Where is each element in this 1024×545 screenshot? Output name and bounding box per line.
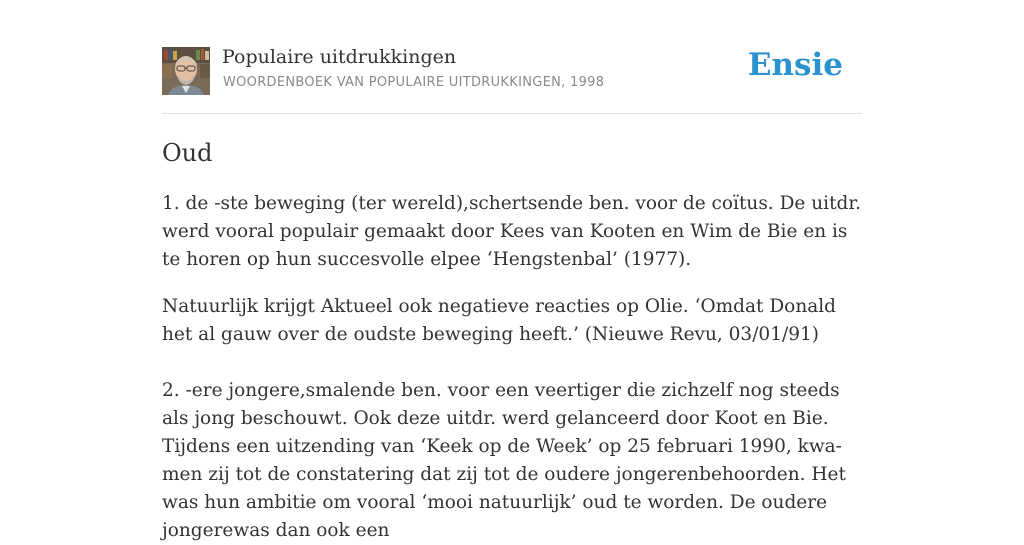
- paragraph-quote: Natuurlijk krijgt Aktueel ook negatieve reacties op Olie. ‘Omdat Donald het al gauw over de oudste beweging heeft.’ (Nieuwe Revu, 03/01/91): [162, 296, 837, 345]
- paragraph-definition-2: 2. -ere jongere,smalende ben. voor een veertiger die zichzelf nog steeds als jong beschouwt. Ook deze uitdr. werd gelanceerd door Koot en Bie. Tijdens een uitzending van ‘Keek op de Week’ op 25 februari 1990, kwa-men zij tot de constatering dat zij tot de oudere jongerenbehoorden. Het was hun ambitie om vooral ‘mooi natuurlijk’ oud te worden. De oudere jongerewas dan ook een: [162, 380, 846, 541]
- source-title[interactable]: Populaire uitdrukkingen: [222, 46, 457, 68]
- author-avatar: [162, 47, 210, 95]
- paragraph-definition-1: 1. de -ste beweging (ter wereld),schertsende ben. voor de coïtus. De uitdr. werd vooral populair gemaakt door Kees van Kooten en Wim de Bie en is te horen op hun succesvolle elpee ‘Hengstenbal’ (1977).: [162, 193, 862, 270]
- entry-title: Oud: [162, 139, 213, 167]
- entry-body: [162, 190, 862, 545]
- source-subtitle: WOORDENBOEK VAN POPULAIRE UITDRUKKINGEN, 1998: [223, 75, 605, 90]
- content-column: [162, 0, 862, 541]
- author-photo: [162, 47, 210, 95]
- ensie-logo[interactable]: Ensie: [747, 47, 843, 83]
- source-header: [162, 0, 862, 114]
